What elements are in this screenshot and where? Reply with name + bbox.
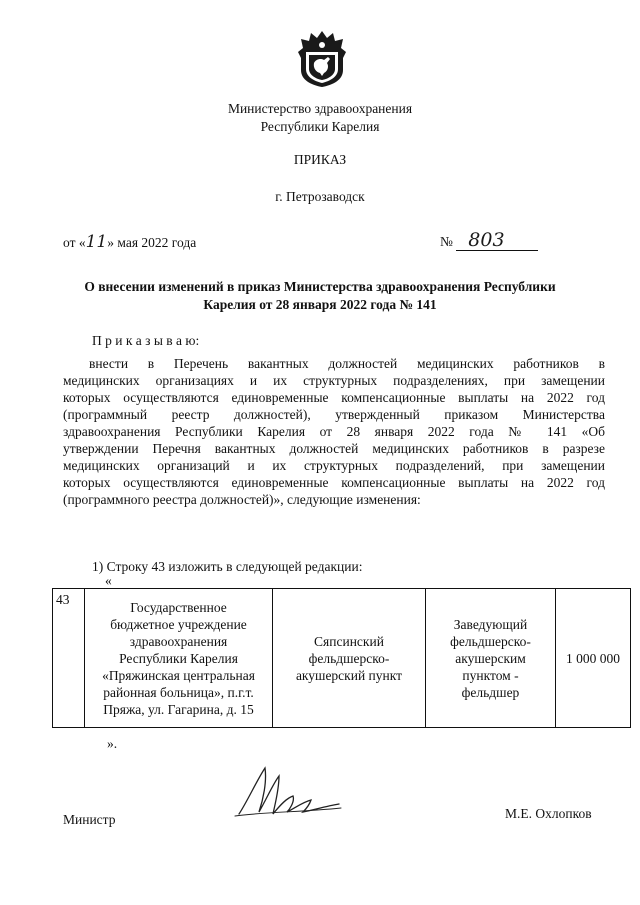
unit-cell <box>273 589 426 728</box>
document-type: ПРИКАЗ <box>293 152 347 167</box>
signatory-name: М.Е. Охлопков <box>505 806 592 821</box>
row-number-cell <box>53 589 85 728</box>
handwritten-day: 11 <box>85 232 108 252</box>
date-suffix: » мая 2022 года <box>107 235 197 250</box>
title-line-2: Карелия от 28 января 2022 года № 141 <box>203 297 437 312</box>
coat-of-arms-emblem <box>297 30 347 88</box>
position-cell <box>426 589 556 728</box>
date-prefix: от « <box>63 235 86 250</box>
handwritten-number: 803 <box>456 230 538 251</box>
institution-cell <box>85 589 273 728</box>
unit-line: Сяпсинский <box>314 633 384 649</box>
paragraph-line: которых осуществляются единовременные компенсационные выплаты на 2022 год <box>63 390 605 405</box>
handwritten-signature <box>233 762 343 822</box>
amount: 1 000 000 <box>566 650 620 666</box>
paragraph-line: утверждении Перечня вакантных должностей медицинских работников в разрезе <box>63 441 605 456</box>
ministry-line-1: Министерство здравоохранения <box>227 101 413 116</box>
amount-cell <box>556 589 631 728</box>
paragraph-line: медицинских организациях и их структурных подразделениях, при замещении <box>63 373 605 388</box>
number-label: № <box>440 234 453 249</box>
signatory-title: Министр <box>63 812 116 827</box>
paragraph-line: (программного реестра должностей)», следующие изменения: <box>63 492 421 507</box>
ministry-line-2: Республики Карелия <box>260 119 380 134</box>
order-word: П р и к а з ы в а ю: <box>92 333 200 348</box>
unit-line: фельдшерско- <box>308 650 390 666</box>
institution-line: «Пряжинская центральная <box>102 667 255 683</box>
institution-line: районная больница», п.г.т. <box>103 684 254 700</box>
paragraph-line: внести в Перечень вакантных должностей медицинских работников в <box>89 356 605 371</box>
main-paragraph <box>63 355 605 508</box>
institution-line: Республики Карелия <box>119 650 238 666</box>
position-line: фельдшерско- <box>450 633 531 649</box>
institution-line: здравоохранения <box>129 633 228 649</box>
position-line: пунктом - <box>462 667 519 683</box>
paragraph-line: медицинских организаций и их структурных подразделений, при замещении <box>63 458 605 473</box>
position-line: Заведующий <box>453 616 528 632</box>
city: г. Петрозаводск <box>275 189 365 204</box>
position-line: акушерским <box>455 650 526 666</box>
order-number <box>440 230 538 252</box>
paragraph-line: (программный реестр должностей), утвержденный приказом Министерства <box>63 407 605 422</box>
date-line <box>63 232 196 253</box>
positions-table <box>52 588 631 728</box>
unit-line: акушерский пункт <box>295 667 403 683</box>
item-1: 1) Строку 43 изложить в следующей редакции: <box>92 559 363 574</box>
quote-open: « <box>105 573 112 588</box>
table-row <box>53 589 631 728</box>
position-line: фельдшер <box>461 684 520 700</box>
paragraph-line: здравоохранения Республики Карелия от 28 января 2022 года № 141 «Об <box>63 424 605 439</box>
quote-close: ». <box>107 736 118 751</box>
row-number: 43 <box>56 592 70 607</box>
institution-line: бюджетное учреждение <box>110 616 247 632</box>
paragraph-line: которых осуществляются единовременные компенсационные выплаты на 2022 год <box>63 475 605 490</box>
title-line-1: О внесении изменений в приказ Министерства здравоохранения Республики <box>84 279 556 294</box>
institution-line: Государственное <box>130 599 227 615</box>
institution-line: Пряжа, ул. Гагарина, д. 15 <box>103 701 254 717</box>
